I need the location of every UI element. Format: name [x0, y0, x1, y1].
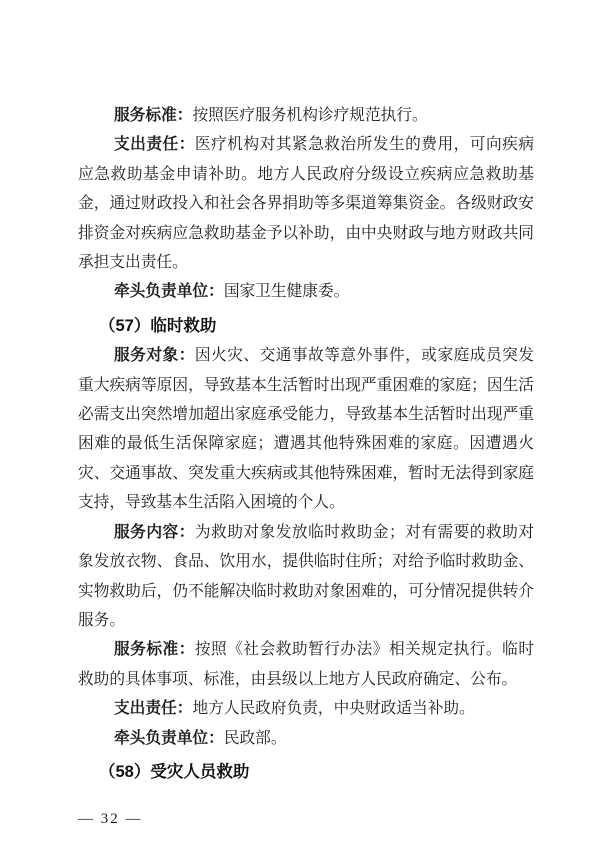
field-label-service-standard-2: 服务标准：	[114, 641, 195, 659]
para-expenditure-responsibility-2	[78, 694, 534, 723]
field-text-service-standard: 按照医疗服务机构诊疗规范执行。	[192, 107, 428, 124]
field-text-expenditure-responsibility: 医疗机构对其紧急救治所发生的费用，可向疾病应急救助基金申请补助。地方人民政府分级设立疾病应急救助基金，通过财政投入和社会各界捐助等多渠道筹集资金。各级财政安排资金对疾病应急救助基金予以补助，由中央财政与地方财政共同承担支出责任。	[78, 136, 535, 272]
field-label-expenditure-responsibility: 支出责任：	[114, 136, 195, 154]
para-service-standard-2	[78, 635, 534, 694]
section-heading-58-disaster-victim-assistance: （58）受灾人员救助	[99, 762, 250, 781]
para-expenditure-responsibility	[78, 130, 534, 277]
para-service-target	[78, 341, 534, 517]
field-label-expenditure-responsibility-2: 支出责任：	[114, 700, 193, 718]
field-text-service-standard-2: 按照《社会救助暂行办法》相关规定执行。临时救助的具体事项、标准，由县级以上地方人民政府确定、公布。	[78, 641, 535, 688]
para-service-content	[78, 518, 534, 636]
field-label-service-standard: 服务标准：	[114, 107, 193, 124]
field-text-service-content: 为救助对象发放临时救助金；对有需要的救助对象发放衣物、食品、饮用水，提供临时住所；对给予临时救助金、实物救助后，仍不能解决临时救助对象困难的，可分情况提供转介服务。	[78, 523, 535, 629]
field-text-lead-unit-2: 民政部。	[223, 729, 287, 747]
para-lead-unit	[78, 277, 534, 306]
field-label-lead-unit: 牵头负责单位：	[114, 283, 224, 301]
field-label-lead-unit-2: 牵头负责单位：	[114, 729, 224, 747]
field-label-service-target: 服务对象：	[114, 347, 195, 365]
section-heading-57-temporary-assistance: （57）临时救助	[99, 316, 217, 335]
field-label-service-content: 服务内容：	[114, 523, 195, 541]
field-text-lead-unit: 国家卫生健康委。	[223, 283, 350, 301]
field-text-expenditure-responsibility-2: 地方人民政府负责，中央财政适当补助。	[192, 700, 475, 718]
field-text-service-target: 因火灾、交通事故等意外事件，或家庭成员突发重大疾病等原因，导致基本生活暂时出现严重困难的家庭；因生活必需支出突然增加超出家庭承受能力，导致基本生活暂时出现严重困难的最低生活保障家庭；遭遇其他特殊困难的家庭。因遭遇火灾、交通事故、突发重大疾病或其他特殊困难，暂时无法得到家庭支持，导致基本生活陷入困境的个人。	[78, 347, 535, 512]
para-service-standard	[78, 101, 534, 130]
page-number: — 32 —	[78, 811, 143, 828]
para-lead-unit-2	[78, 724, 534, 753]
